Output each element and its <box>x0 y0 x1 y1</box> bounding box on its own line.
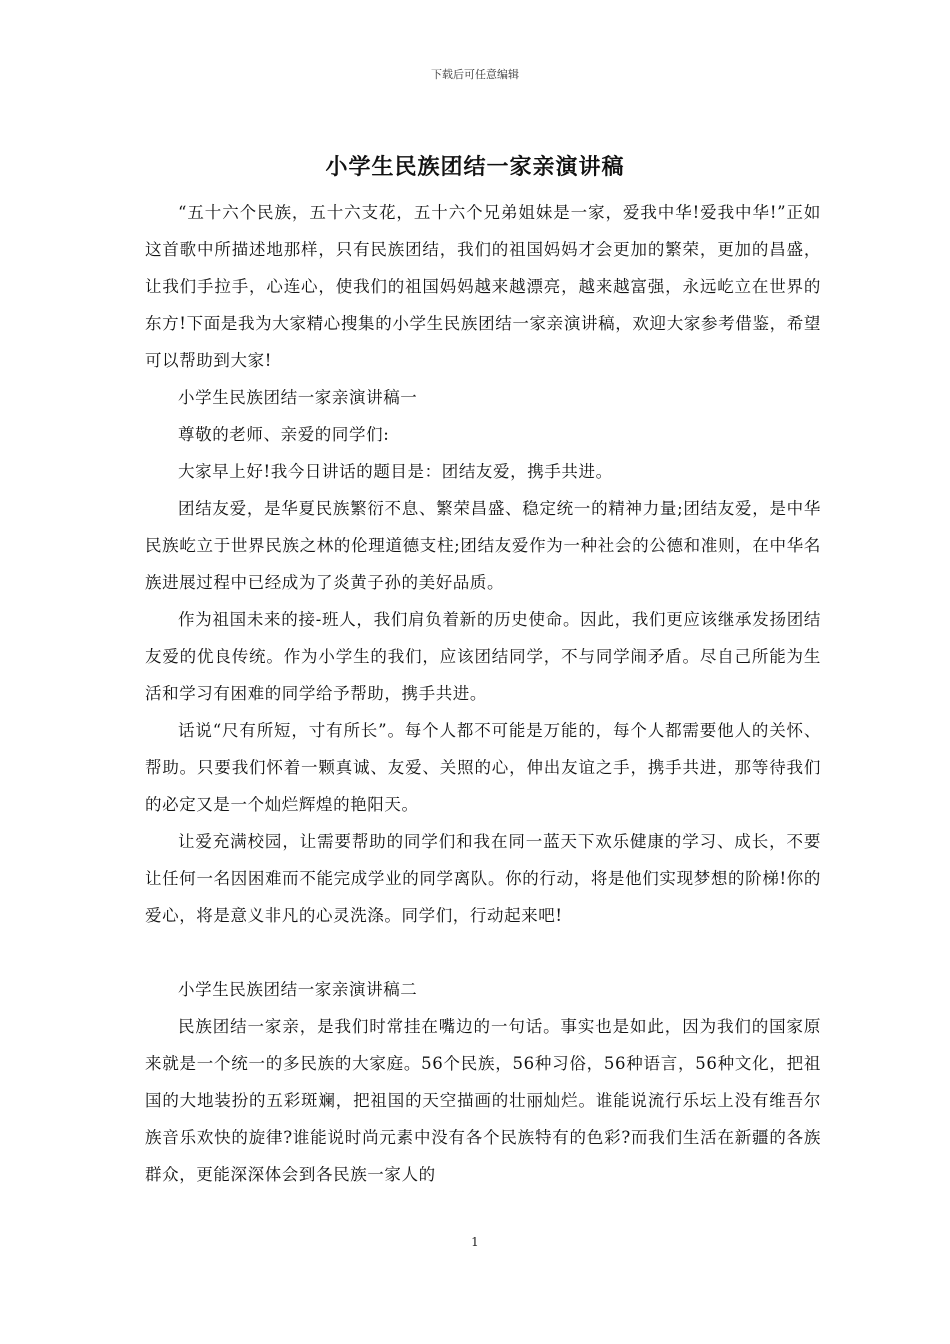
intro-paragraph: “五十六个民族，五十六支花，五十六个兄弟姐妹是一家，爱我中华!爱我中华!”正如这首歌中所描述地那样，只有民族团结，我们的祖国妈妈才会更加的繁荣，更加的昌盛，让我们手拉手，心连心，使我们的祖国妈妈越来越漂亮，越来越富强，永远屹立在世界的东方!下面是我为大家精心搜集的小学生民族团结一家亲演讲稿，欢迎大家参考借鉴，希望可以帮助到大家! <box>145 203 821 370</box>
page-number: 1 <box>471 1235 479 1249</box>
body-paragraph: 团结友爱，是华夏民族繁衍不息、繁荣昌盛、稳定统一的精神力量;团结友爱，是中华民族屹立于世界民族之林的伦理道德支柱;团结友爱作为一种社会的公德和准则，在中华名族进展过程中已经成为了炎黄子孙的美好品质。 <box>145 499 821 592</box>
salutation-paragraph: 尊敬的老师、亲爱的同学们: <box>178 425 390 444</box>
body-paragraph: 民族团结一家亲，是我们时常挂在嘴边的一句话。事实也是如此，因为我们的国家原来就是一个统一的多民族的大家庭。56个民族，56种习俗，56种语言，56种文化，把祖国的大地装扮的五彩斑斓，把祖国的天空描画的壮丽灿烂。谁能说流行乐坛上没有维吾尔族音乐欢快的旋律?谁能说时尚元素中没有各个民族特有的色彩?而我们生活在新疆的各族群众，更能深深体会到各民族一家人的 <box>145 1017 821 1184</box>
document-body <box>145 194 821 1193</box>
greeting-paragraph: 大家早上好!我今日讲话的题目是：团结友爱，携手共进。 <box>178 462 613 481</box>
section-heading-speech-two: 小学生民族团结一家亲演讲稿二 <box>178 980 418 999</box>
body-paragraph: 让爱充满校园，让需要帮助的同学们和我在同一蓝天下欢乐健康的学习、成长，不要让任何一名因困难而不能完成学业的同学离队。你的行动，将是他们实现梦想的阶梯!你的爱心，将是意义非凡的心灵洗涤。同学们，行动起来吧! <box>145 832 821 925</box>
document-title: 小学生民族团结一家亲演讲稿 <box>325 154 625 180</box>
body-paragraph: 话说“尺有所短，寸有所长”。每个人都不可能是万能的，每个人都需要他人的关怀、帮助。只要我们怀着一颗真诚、友爱、关照的心，伸出友谊之手，携手共进，那等待我们的必定又是一个灿烂辉煌的艳阳天。 <box>145 721 821 814</box>
body-paragraph: 作为祖国未来的接-班人，我们肩负着新的历史使命。因此，我们更应该继承发扬团结友爱的优良传统。作为小学生的我们，应该团结同学，不与同学闹矛盾。尽自己所能为生活和学习有困难的同学给予帮助，携手共进。 <box>145 610 821 703</box>
section-heading-speech-one: 小学生民族团结一家亲演讲稿一 <box>178 388 418 407</box>
paragraph-spacer <box>145 934 821 971</box>
header-note: 下载后可任意编辑 <box>431 68 519 81</box>
